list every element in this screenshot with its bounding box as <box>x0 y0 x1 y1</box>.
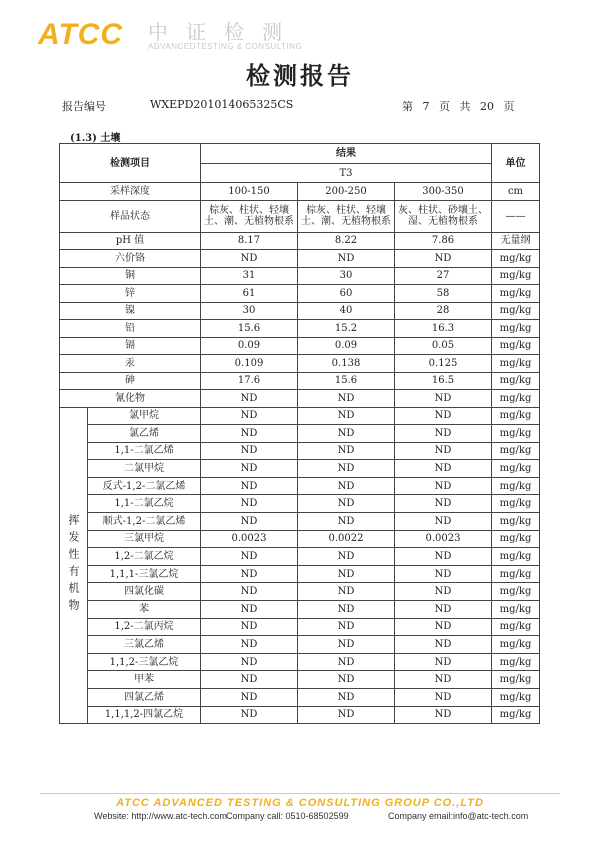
item-name: 苯 <box>88 601 201 619</box>
result-value: 0.09 <box>201 337 298 355</box>
result-value: ND <box>201 689 298 707</box>
page-indicator: 第 7 页 共 20 页 <box>402 100 515 113</box>
item-name: 1,1-二氯乙烷 <box>88 495 201 513</box>
item-name: 1,2-二氯乙烷 <box>88 548 201 566</box>
result-value: 30 <box>298 267 395 285</box>
table-row <box>60 495 540 513</box>
table-row <box>60 548 540 566</box>
group-label-voc: 挥发性有机物 <box>60 407 88 724</box>
result-value: ND <box>201 407 298 425</box>
table-row <box>60 425 540 443</box>
result-value: 60 <box>298 285 395 303</box>
unit-cell: mg/kg <box>492 285 540 303</box>
item-name: 砷 <box>60 372 201 390</box>
footer-call: Company call: 0510-68502599 <box>226 811 349 821</box>
table-row <box>60 618 540 636</box>
item-name: 氯乙烯 <box>88 425 201 443</box>
result-value: ND <box>395 250 492 268</box>
result-value: 8.22 <box>298 232 395 250</box>
result-value: 17.6 <box>201 372 298 390</box>
logo-chinese-text: 中证检测 <box>148 20 300 44</box>
item-name: 1,1,2-三氯乙烷 <box>88 653 201 671</box>
result-value: 27 <box>395 267 492 285</box>
unit-cell: mg/kg <box>492 337 540 355</box>
item-name: 锌 <box>60 285 201 303</box>
result-value: ND <box>395 425 492 443</box>
table-row <box>60 460 540 478</box>
result-value: 15.6 <box>201 320 298 338</box>
result-value: ND <box>395 390 492 408</box>
result-value: 15.6 <box>298 372 395 390</box>
result-value: 0.125 <box>395 355 492 373</box>
unit-cell: mg/kg <box>492 442 540 460</box>
item-name: 三氯甲烷 <box>88 530 201 548</box>
table-row <box>60 706 540 724</box>
table-row <box>60 200 540 232</box>
company-logo <box>38 14 318 54</box>
result-value: ND <box>201 636 298 654</box>
unit-cell: mg/kg <box>492 601 540 619</box>
result-value: ND <box>298 689 395 707</box>
table-row <box>60 565 540 583</box>
unit-cell: —— <box>492 200 540 232</box>
result-value: ND <box>298 565 395 583</box>
unit-cell: mg/kg <box>492 530 540 548</box>
table-row <box>60 530 540 548</box>
result-value: ND <box>298 706 395 724</box>
table-row <box>60 320 540 338</box>
table-row <box>60 689 540 707</box>
result-value: ND <box>298 583 395 601</box>
item-name: 1,2-二氯丙烷 <box>88 618 201 636</box>
table-row <box>60 302 540 320</box>
item-name: 镍 <box>60 302 201 320</box>
result-value: 300-350 <box>395 183 492 201</box>
item-name: 汞 <box>60 355 201 373</box>
result-value: 58 <box>395 285 492 303</box>
result-value: ND <box>298 636 395 654</box>
result-value: 0.109 <box>201 355 298 373</box>
table-row <box>60 601 540 619</box>
section-heading: (1.3) 土壤 <box>70 133 121 144</box>
table-row <box>60 232 540 250</box>
item-name: 1,1,1-三氯乙烷 <box>88 565 201 583</box>
report-no-label: 报告编号 <box>62 100 106 113</box>
result-value: 0.09 <box>298 337 395 355</box>
logo-english-text: ADVANCEDTESTING & CONSULTING <box>148 42 303 51</box>
item-name: 样品状态 <box>60 200 201 232</box>
table-row <box>60 513 540 531</box>
footer-brand: ATCC ADVANCED TESTING & CONSULTING GROUP CO.,LTD <box>116 797 484 809</box>
result-value: 61 <box>201 285 298 303</box>
result-value: ND <box>201 460 298 478</box>
result-value: ND <box>298 548 395 566</box>
unit-cell: mg/kg <box>492 583 540 601</box>
result-value: ND <box>395 477 492 495</box>
unit-cell: mg/kg <box>492 565 540 583</box>
unit-cell: mg/kg <box>492 671 540 689</box>
table-row <box>60 390 540 408</box>
unit-cell: mg/kg <box>492 636 540 654</box>
table-row <box>60 671 540 689</box>
result-value: ND <box>201 477 298 495</box>
result-value: ND <box>298 425 395 443</box>
results-table <box>59 143 540 724</box>
table-row <box>60 355 540 373</box>
unit-cell: mg/kg <box>492 653 540 671</box>
result-value: 15.2 <box>298 320 395 338</box>
item-name: 镉 <box>60 337 201 355</box>
table-row <box>60 183 540 201</box>
header-result: 结果 <box>201 144 492 164</box>
item-name: 三氯乙烯 <box>88 636 201 654</box>
result-value: ND <box>201 513 298 531</box>
result-value: ND <box>298 671 395 689</box>
logo-main-text: ATCC <box>38 18 124 51</box>
result-value: ND <box>395 618 492 636</box>
item-name: 顺式-1,2-二氯乙烯 <box>88 513 201 531</box>
item-name: 采样深度 <box>60 183 201 201</box>
table-row <box>60 583 540 601</box>
result-value: ND <box>395 653 492 671</box>
result-value: ND <box>395 513 492 531</box>
result-value: ND <box>201 653 298 671</box>
result-value: ND <box>201 565 298 583</box>
result-value: 31 <box>201 267 298 285</box>
result-value: 0.0023 <box>201 530 298 548</box>
item-name: 甲苯 <box>88 671 201 689</box>
unit-cell: mg/kg <box>492 706 540 724</box>
result-value: ND <box>395 706 492 724</box>
item-name: 1,1,1,2-四氯乙烷 <box>88 706 201 724</box>
result-value: 灰、柱状、砂壤土、湿、无植物根系 <box>395 200 492 232</box>
item-name: pH 值 <box>60 232 201 250</box>
item-name: 四氯乙烯 <box>88 689 201 707</box>
result-value: ND <box>395 583 492 601</box>
table-row <box>60 267 540 285</box>
unit-cell: mg/kg <box>492 267 540 285</box>
result-value: ND <box>298 653 395 671</box>
result-value: ND <box>298 250 395 268</box>
item-name: 铅 <box>60 320 201 338</box>
result-value: ND <box>201 601 298 619</box>
result-value: 0.138 <box>298 355 395 373</box>
result-value: ND <box>395 495 492 513</box>
unit-cell: mg/kg <box>492 548 540 566</box>
result-value: ND <box>201 495 298 513</box>
result-value: ND <box>201 618 298 636</box>
item-name: 氯甲烷 <box>88 407 201 425</box>
item-name: 六价铬 <box>60 250 201 268</box>
item-name: 二氯甲烷 <box>88 460 201 478</box>
unit-cell: cm <box>492 183 540 201</box>
result-value: ND <box>298 601 395 619</box>
result-value: ND <box>395 460 492 478</box>
item-name: 反式-1,2-二氯乙烯 <box>88 477 201 495</box>
table-row <box>60 372 540 390</box>
result-value: ND <box>298 513 395 531</box>
result-value: ND <box>201 548 298 566</box>
result-value: ND <box>395 442 492 460</box>
unit-cell: mg/kg <box>492 460 540 478</box>
result-value: ND <box>201 390 298 408</box>
table-row <box>60 337 540 355</box>
result-value: 0.0023 <box>395 530 492 548</box>
result-value: 30 <box>201 302 298 320</box>
result-value: ND <box>298 460 395 478</box>
result-value: ND <box>395 548 492 566</box>
header-item: 检测项目 <box>60 144 201 183</box>
item-name: 氰化物 <box>60 390 201 408</box>
unit-cell: mg/kg <box>492 407 540 425</box>
table-row <box>60 636 540 654</box>
table-row <box>60 407 540 425</box>
result-value: ND <box>395 689 492 707</box>
footer-website: Website: http://www.atc-tech.com <box>94 811 227 821</box>
report-title: 检测报告 <box>246 61 354 90</box>
result-value: ND <box>201 583 298 601</box>
result-value: ND <box>201 425 298 443</box>
header-unit: 单位 <box>492 144 540 183</box>
table-row <box>60 653 540 671</box>
unit-cell: mg/kg <box>492 495 540 513</box>
result-value: ND <box>298 618 395 636</box>
unit-cell: mg/kg <box>492 689 540 707</box>
item-name: 1,1-二氯乙烯 <box>88 442 201 460</box>
result-value: ND <box>395 671 492 689</box>
result-value: ND <box>298 495 395 513</box>
result-value: ND <box>201 671 298 689</box>
unit-cell: mg/kg <box>492 390 540 408</box>
result-value: ND <box>298 407 395 425</box>
result-value: 0.0022 <box>298 530 395 548</box>
result-value: ND <box>201 250 298 268</box>
unit-cell: mg/kg <box>492 513 540 531</box>
result-value: ND <box>201 706 298 724</box>
result-value: ND <box>395 565 492 583</box>
table-row <box>60 250 540 268</box>
footer-divider <box>40 793 560 794</box>
result-value: 16.5 <box>395 372 492 390</box>
result-value: ND <box>395 407 492 425</box>
footer-email: Company email:info@atc-tech.com <box>388 811 529 821</box>
result-value: ND <box>395 601 492 619</box>
unit-cell: 无量纲 <box>492 232 540 250</box>
result-value: 7.86 <box>395 232 492 250</box>
result-value: ND <box>298 442 395 460</box>
unit-cell: mg/kg <box>492 477 540 495</box>
result-value: 8.17 <box>201 232 298 250</box>
unit-cell: mg/kg <box>492 302 540 320</box>
result-value: 100-150 <box>201 183 298 201</box>
result-value: 16.3 <box>395 320 492 338</box>
unit-cell: mg/kg <box>492 425 540 443</box>
unit-cell: mg/kg <box>492 618 540 636</box>
result-value: ND <box>395 636 492 654</box>
unit-cell: mg/kg <box>492 372 540 390</box>
unit-cell: mg/kg <box>492 320 540 338</box>
result-value: 0.05 <box>395 337 492 355</box>
result-value: ND <box>298 477 395 495</box>
result-value: ND <box>201 442 298 460</box>
result-value: ND <box>298 390 395 408</box>
sample-id: T3 <box>201 164 492 183</box>
table-row <box>60 442 540 460</box>
result-value: 28 <box>395 302 492 320</box>
report-no: WXEPD201014065325CS <box>150 98 294 111</box>
unit-cell: mg/kg <box>492 355 540 373</box>
result-value: 40 <box>298 302 395 320</box>
table-row <box>60 285 540 303</box>
item-name: 四氯化碳 <box>88 583 201 601</box>
result-value: 200-250 <box>298 183 395 201</box>
table-row <box>60 477 540 495</box>
unit-cell: mg/kg <box>492 250 540 268</box>
item-name: 铜 <box>60 267 201 285</box>
result-value: 棕灰、柱状、轻壤土、潮、无植物根系 <box>201 200 298 232</box>
result-value: 棕灰、柱状、轻壤土、潮、无植物根系 <box>298 200 395 232</box>
